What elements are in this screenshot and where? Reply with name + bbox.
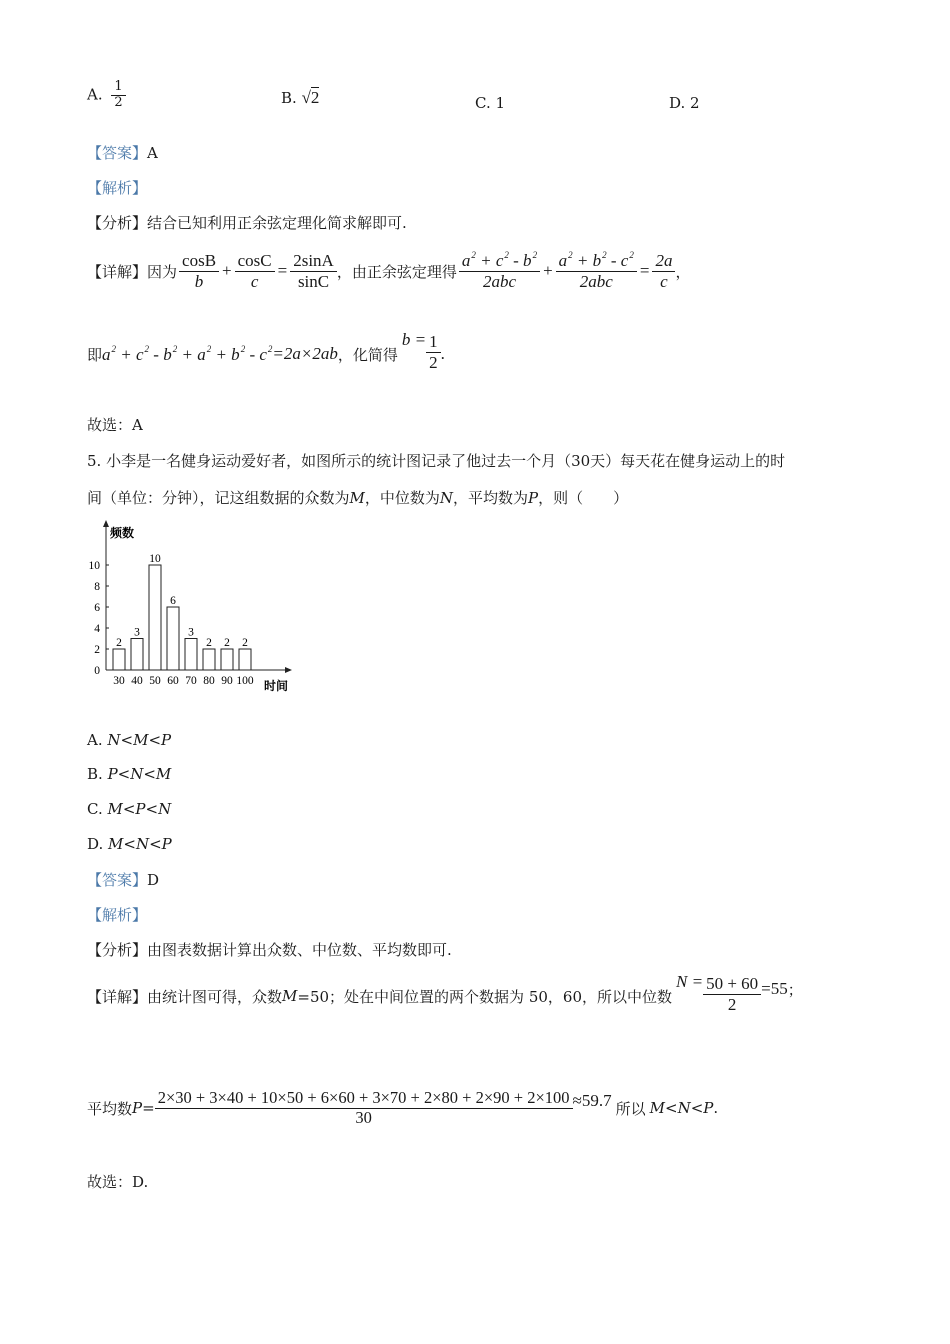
detail-text: ； xyxy=(787,980,803,999)
detail-text: ， xyxy=(675,262,691,281)
fraction xyxy=(111,80,125,111)
detail-tag: 【详解】 xyxy=(87,987,148,1006)
answer-tag: 【答案】 xyxy=(87,144,148,162)
fraction xyxy=(179,251,219,291)
median-var: N = xyxy=(676,972,704,991)
q5-option-d xyxy=(87,835,172,853)
fraction xyxy=(290,251,337,291)
y-tick-label: 4 xyxy=(94,623,100,635)
x-tick-label: 80 xyxy=(203,675,215,687)
option-label: B. xyxy=(281,89,297,107)
option-text: M<N<P xyxy=(108,835,172,853)
equation-rhs: =2a×2ab xyxy=(272,344,338,363)
y-tick-label: 10 xyxy=(88,560,100,572)
option-label: D. xyxy=(87,835,104,853)
data-label: 2 xyxy=(224,637,230,649)
fraction xyxy=(703,974,761,1014)
equals-sign: = xyxy=(277,261,288,280)
fraction: $\frac{a^2 + b^2 - c^2}{\text{2abc}}$ xyxy=(556,250,637,291)
frequency-bar-chart xyxy=(80,518,300,698)
stem-text: 间（单位：分钟），记这组数据的众数为 xyxy=(87,489,350,507)
y-tick-label: 2 xyxy=(94,644,100,656)
detail-text: ，由正余弦定理得 xyxy=(336,262,457,281)
fraction: $\frac{a^2 + c^2 - b^2}{\text{2abc}}$ xyxy=(459,250,540,291)
bar xyxy=(185,639,197,671)
option-text: N<M<P xyxy=(107,731,172,749)
bar xyxy=(221,649,233,670)
radicand: 2 xyxy=(310,88,320,107)
denominator: 2 xyxy=(114,94,123,110)
q4-answer xyxy=(87,142,158,163)
bar xyxy=(203,649,215,670)
bar xyxy=(113,649,125,670)
var-m: M xyxy=(282,987,298,1005)
q4-conclusion: 故选：A xyxy=(87,416,143,434)
detail-text: 所以 xyxy=(615,1099,646,1118)
numerator: 50 + 60 xyxy=(703,974,761,995)
denominator: 30 xyxy=(355,1107,372,1127)
x-axis-label: 时间 xyxy=(264,679,289,693)
equals-sign: = xyxy=(639,261,650,280)
y-axis-arrow xyxy=(103,520,109,527)
numerator: 1 xyxy=(426,332,441,353)
q4-detail-line1 xyxy=(87,243,690,299)
fraction xyxy=(426,332,441,372)
denominator: sinC xyxy=(297,271,330,291)
data-label: 2 xyxy=(116,637,122,649)
fraction xyxy=(235,251,275,291)
detail-text: . xyxy=(713,1099,719,1117)
data-label: 3 xyxy=(188,626,194,639)
q5-option-a xyxy=(87,731,171,749)
numerator: cosC xyxy=(235,251,275,272)
x-tick-label: 40 xyxy=(131,675,143,687)
data-label: 10 xyxy=(149,553,161,565)
y-tick-label: 6 xyxy=(94,602,100,614)
var-p: P xyxy=(132,1099,143,1117)
x-tick-label: 70 xyxy=(185,675,197,687)
y-tick-label: 8 xyxy=(94,581,100,593)
mean-value: ≈59.7 xyxy=(572,1091,612,1110)
detail-text: 由统计图可得，众数 xyxy=(147,987,283,1006)
detail-text: 即 xyxy=(87,345,103,364)
numerator: cosB xyxy=(179,251,219,272)
data-label: 2 xyxy=(242,637,248,649)
denominator: 2abc xyxy=(482,272,516,291)
answer-value: D xyxy=(147,871,160,889)
fraction xyxy=(155,1089,573,1128)
plus-sign: + xyxy=(222,261,232,280)
denominator: 2abc xyxy=(579,272,613,291)
x-axis-arrow xyxy=(285,667,292,673)
x-tick-label: 50 xyxy=(149,675,161,687)
denominator: 2 xyxy=(429,352,438,372)
q5-option-c xyxy=(87,800,171,818)
x-tick-label: 30 xyxy=(113,675,125,687)
q4-option-c: C. 1 xyxy=(475,94,506,112)
chart-layer xyxy=(89,520,293,693)
sqrt-symbol: √ xyxy=(301,88,311,107)
q5-detail-line2 xyxy=(87,1080,718,1136)
q4-analysis-tag: 【解析】 xyxy=(87,179,148,197)
q5-stem-line2 xyxy=(87,487,628,508)
stem-text: ，中位数为 xyxy=(364,489,440,507)
numerator: 1 xyxy=(111,80,125,96)
option-label: B. xyxy=(87,765,103,783)
fenxi-text: 结合已知利用正余弦定理化简求解即可. xyxy=(147,214,407,232)
q5-analysis-tag: 【解析】 xyxy=(87,906,148,924)
q4-detail-line2: 即 $a^2 + c^2 - b^2 + a^2 + b^2 - c^2$ =2a×2ab ，化简得 b = $\frac{1}{2}$ . xyxy=(87,330,445,372)
data-label: 2 xyxy=(206,637,212,649)
q4-option-d: D. 2 xyxy=(669,94,700,112)
q5-stem-line1: 5. 小李是一名健身运动爱好者，如图所示的统计图记录了他过去一个月（30天）每天花在健身运动上的时 xyxy=(87,452,786,470)
data-label: 3 xyxy=(134,626,140,639)
y-tick-label: 0 xyxy=(94,665,100,677)
equals-sign: = xyxy=(142,1099,155,1117)
q5-option-b xyxy=(87,765,171,783)
denominator: c xyxy=(660,271,668,291)
detail-text: =50；处在中间位置的两个数据为 50，60，所以中位数 xyxy=(297,987,672,1006)
var-n: N xyxy=(439,489,454,507)
var-m: M xyxy=(349,489,365,507)
bar xyxy=(131,639,143,671)
detail-tag: 【详解】 xyxy=(87,262,148,281)
denominator: b xyxy=(194,271,204,291)
plus-sign: + xyxy=(543,261,553,280)
q4-fenxi xyxy=(87,212,407,233)
answer-value: A xyxy=(147,144,158,162)
option-label: A. xyxy=(87,85,103,104)
answer-tag: 【答案】 xyxy=(87,871,148,889)
option-text: M<P<N xyxy=(107,800,172,818)
bar xyxy=(239,649,251,670)
fenxi-tag: 【分析】 xyxy=(87,941,148,959)
median-value: =55 xyxy=(761,979,788,998)
detail-text: 因为 xyxy=(147,262,178,281)
var-p: P xyxy=(528,489,539,507)
numerator: 2sinA xyxy=(290,251,337,272)
data-label: 6 xyxy=(170,595,176,607)
fraction xyxy=(652,251,675,291)
equation-lhs: $a^2 + c^2 - b^2 + a^2 + b^2 - c^2$ xyxy=(102,343,273,364)
option-label: C. xyxy=(87,800,103,818)
q5-answer xyxy=(87,869,159,890)
detail-text: 平均数 xyxy=(87,1099,133,1118)
result-var: b = xyxy=(401,330,427,349)
numerator: 2a xyxy=(652,251,675,272)
stem-text: ，则（ ） xyxy=(538,489,629,507)
conclusion-relation: M<N<P xyxy=(649,1099,714,1117)
q5-detail-line1 xyxy=(87,968,803,1024)
bar xyxy=(149,565,161,670)
x-tick-label: 100 xyxy=(236,675,254,687)
option-text: P<N<M xyxy=(107,765,172,783)
fenxi-tag: 【分析】 xyxy=(87,214,148,232)
denominator: 2 xyxy=(727,994,737,1014)
detail-text: ，化简得 xyxy=(337,345,398,364)
stem-text: ，平均数为 xyxy=(453,489,529,507)
x-tick-label: 90 xyxy=(221,675,233,687)
numerator: 2×30 + 3×40 + 10×50 + 6×60 + 3×70 + 2×80 + 2×90 + 2×100 xyxy=(155,1089,573,1109)
q5-conclusion: 故选：D. xyxy=(87,1173,149,1191)
option-label: A. xyxy=(87,731,103,749)
q5-fenxi xyxy=(87,939,452,960)
bar xyxy=(167,607,179,670)
fenxi-text: 由图表数据计算出众数、中位数、平均数即可. xyxy=(147,941,452,959)
q4-option-a xyxy=(87,80,126,111)
q4-option-b xyxy=(281,88,319,108)
denominator: c xyxy=(250,271,259,291)
y-axis-label: 频数 xyxy=(110,526,135,540)
x-tick-label: 60 xyxy=(167,675,179,687)
